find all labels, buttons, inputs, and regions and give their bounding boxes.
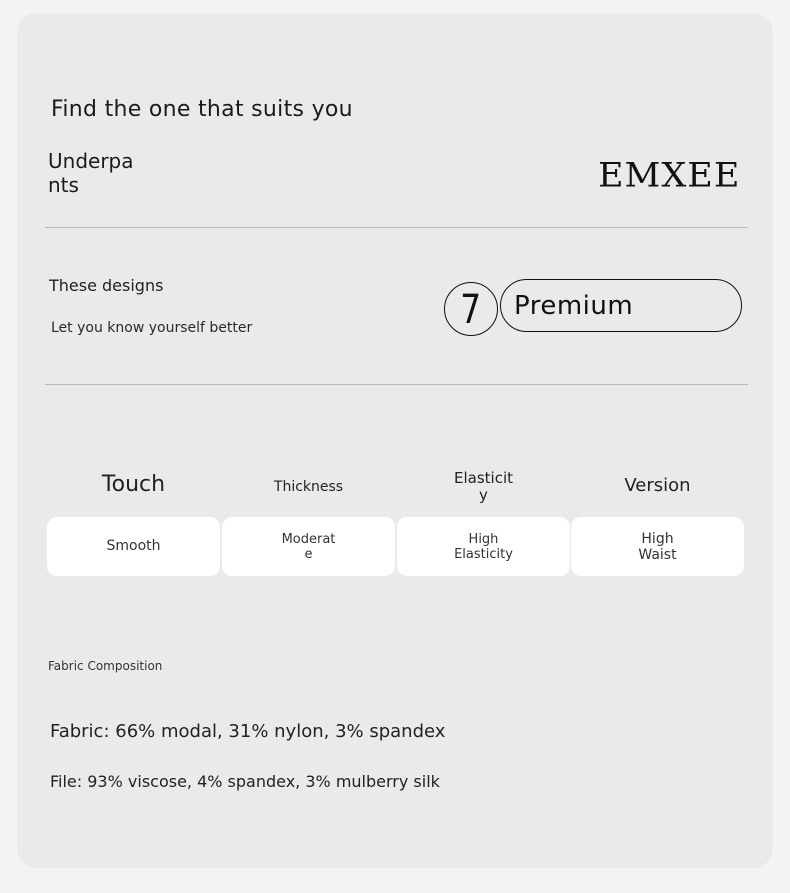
attribute-value-version-text: High Waist (638, 530, 677, 563)
attribute-label-thickness: Thickness (273, 479, 344, 495)
designs-title: These designs (49, 276, 164, 295)
attribute-value-version (571, 517, 744, 576)
divider-middle (45, 384, 748, 385)
attribute-label-touch: Touch (101, 472, 166, 497)
tagline: Find the one that suits you (51, 97, 353, 122)
attribute-label-elasticity (397, 470, 570, 504)
attribute-label-elasticity-text: Elasticity (454, 469, 513, 504)
design-number-badge (444, 282, 498, 336)
attribute-value-thickness (222, 517, 395, 576)
fabric-composition-title: Fabric Composition (48, 659, 163, 673)
grade-label: Premium (514, 290, 634, 321)
design-number: 7 (460, 287, 482, 333)
designs-subtitle: Let you know yourself better (51, 320, 253, 336)
brand-logo: EMXEE (598, 157, 741, 195)
attribute-value-elasticity-text: High Elasticity (454, 531, 513, 562)
fabric-line: Fabric: 66% modal, 31% nylon, 3% spandex (50, 721, 446, 742)
attribute-value-elasticity (397, 517, 570, 576)
attribute-value-thickness-text: Moderate (281, 531, 336, 562)
grade-badge (500, 279, 742, 332)
divider-top (45, 227, 748, 228)
file-line: File: 93% viscose, 4% spandex, 3% mulberry silk (50, 772, 440, 791)
category-label: Underpants (48, 149, 134, 197)
attribute-value-touch: Smooth (47, 517, 220, 576)
attribute-label-version: Version (624, 475, 691, 496)
